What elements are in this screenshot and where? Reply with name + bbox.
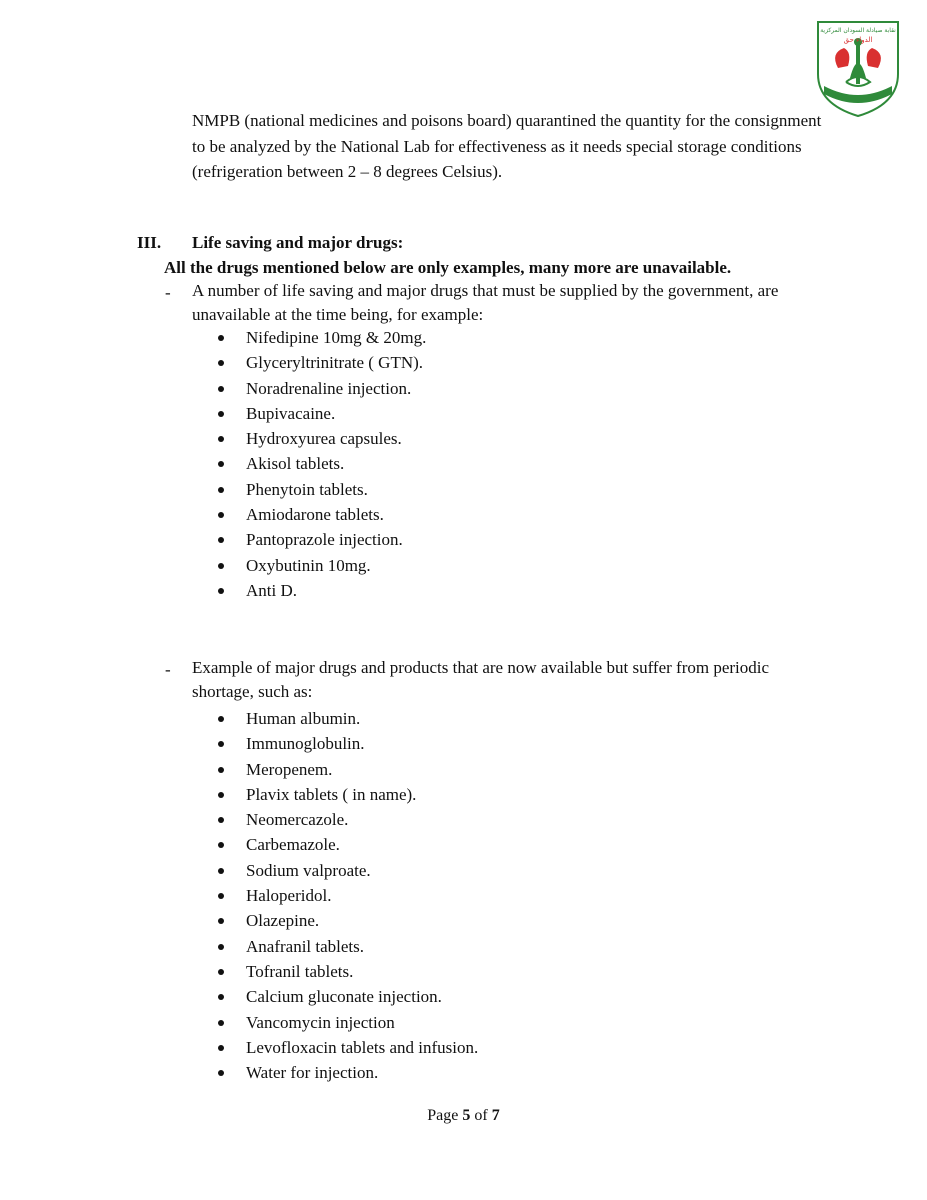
intro-paragraph: NMPB (national medicines and poisons board) quarantined the quantity for the consignment to be analyzed by the National Lab for effectiveness as it needs special storage conditions (refrigeration between 2 – 8 degrees Celsius). bbox=[192, 111, 822, 181]
list-item: Bupivacaine. bbox=[218, 401, 426, 426]
bullet-icon bbox=[218, 868, 224, 874]
page-footer bbox=[0, 1105, 927, 1127]
bullet-icon bbox=[218, 792, 224, 798]
list-item: Amiodarone tablets. bbox=[218, 502, 426, 527]
bullet-icon bbox=[218, 512, 224, 518]
list-item: Olazepine. bbox=[218, 908, 478, 933]
bullet-icon bbox=[218, 842, 224, 848]
logo-script: الدواء حق bbox=[843, 36, 873, 44]
bullet-icon bbox=[218, 360, 224, 366]
bullet-icon bbox=[218, 969, 224, 975]
group-2-dash: - bbox=[165, 660, 171, 679]
bullet-icon bbox=[218, 767, 224, 773]
list-item: Plavix tablets ( in name). bbox=[218, 782, 478, 807]
bullet-icon bbox=[218, 893, 224, 899]
section-number: III. bbox=[137, 233, 162, 252]
bullet-icon bbox=[218, 335, 224, 341]
group-1-dash: - bbox=[165, 283, 171, 302]
list-item: Nifedipine 10mg & 20mg. bbox=[218, 325, 426, 350]
bullet-icon bbox=[218, 537, 224, 543]
bullet-icon bbox=[218, 994, 224, 1000]
bullet-icon bbox=[218, 436, 224, 442]
bullet-icon bbox=[218, 817, 224, 823]
bullet-icon bbox=[218, 716, 224, 722]
bullet-icon bbox=[218, 588, 224, 594]
list-item: Vancomycin injection bbox=[218, 1010, 478, 1035]
section-title: Life saving and major drugs: bbox=[192, 233, 404, 252]
list-item: Hydroxyurea capsules. bbox=[218, 426, 426, 451]
bullet-icon bbox=[218, 918, 224, 924]
list-item: Sodium valproate. bbox=[218, 858, 478, 883]
list-item: Akisol tablets. bbox=[218, 451, 426, 476]
shortage-drugs-list bbox=[218, 706, 478, 1085]
list-item: Anafranil tablets. bbox=[218, 934, 478, 959]
bullet-icon bbox=[218, 1020, 224, 1026]
group-2-intro: Example of major drugs and products that are now available but suffer from periodic shortage, such as: bbox=[192, 658, 770, 701]
list-item: Calcium gluconate injection. bbox=[218, 984, 478, 1009]
list-item: Anti D. bbox=[218, 578, 426, 603]
list-item: Oxybutinin 10mg. bbox=[218, 553, 426, 578]
list-item: Haloperidol. bbox=[218, 883, 478, 908]
bullet-icon bbox=[218, 386, 224, 392]
footer-total-pages: 7 bbox=[491, 1107, 500, 1124]
list-item: Glyceryltrinitrate ( GTN). bbox=[218, 350, 426, 375]
bullet-icon bbox=[218, 487, 224, 493]
footer-current-page: 5 bbox=[462, 1107, 471, 1124]
group-1-intro: A number of life saving and major drugs that must be supplied by the government, are unavailable at the time being, for example: bbox=[192, 281, 779, 324]
list-item: Phenytoin tablets. bbox=[218, 477, 426, 502]
union-logo bbox=[808, 8, 908, 120]
logo-caption: نقابة صيادلة السودان المركزية bbox=[820, 27, 896, 34]
bullet-icon bbox=[218, 461, 224, 467]
list-item: Meropenem. bbox=[218, 757, 478, 782]
list-item: Immunoglobulin. bbox=[218, 731, 478, 756]
list-item: Water for injection. bbox=[218, 1060, 478, 1085]
list-item: Pantoprazole injection. bbox=[218, 527, 426, 552]
list-item: Levofloxacin tablets and infusion. bbox=[218, 1035, 478, 1060]
bullet-icon bbox=[218, 944, 224, 950]
unavailable-drugs-list bbox=[218, 325, 426, 603]
list-item: Noradrenaline injection. bbox=[218, 376, 426, 401]
list-item: Carbemazole. bbox=[218, 832, 478, 857]
bullet-icon bbox=[218, 741, 224, 747]
footer-prefix: Page bbox=[427, 1107, 459, 1124]
bullet-icon bbox=[218, 411, 224, 417]
bullet-icon bbox=[218, 1045, 224, 1051]
section-note: All the drugs mentioned below are only examples, many more are unavailable. bbox=[164, 258, 732, 277]
footer-of: of bbox=[474, 1107, 488, 1124]
list-item: Human albumin. bbox=[218, 706, 478, 731]
bullet-icon bbox=[218, 1070, 224, 1076]
list-item: Tofranil tablets. bbox=[218, 959, 478, 984]
list-item: Neomercazole. bbox=[218, 807, 478, 832]
bullet-icon bbox=[218, 563, 224, 569]
